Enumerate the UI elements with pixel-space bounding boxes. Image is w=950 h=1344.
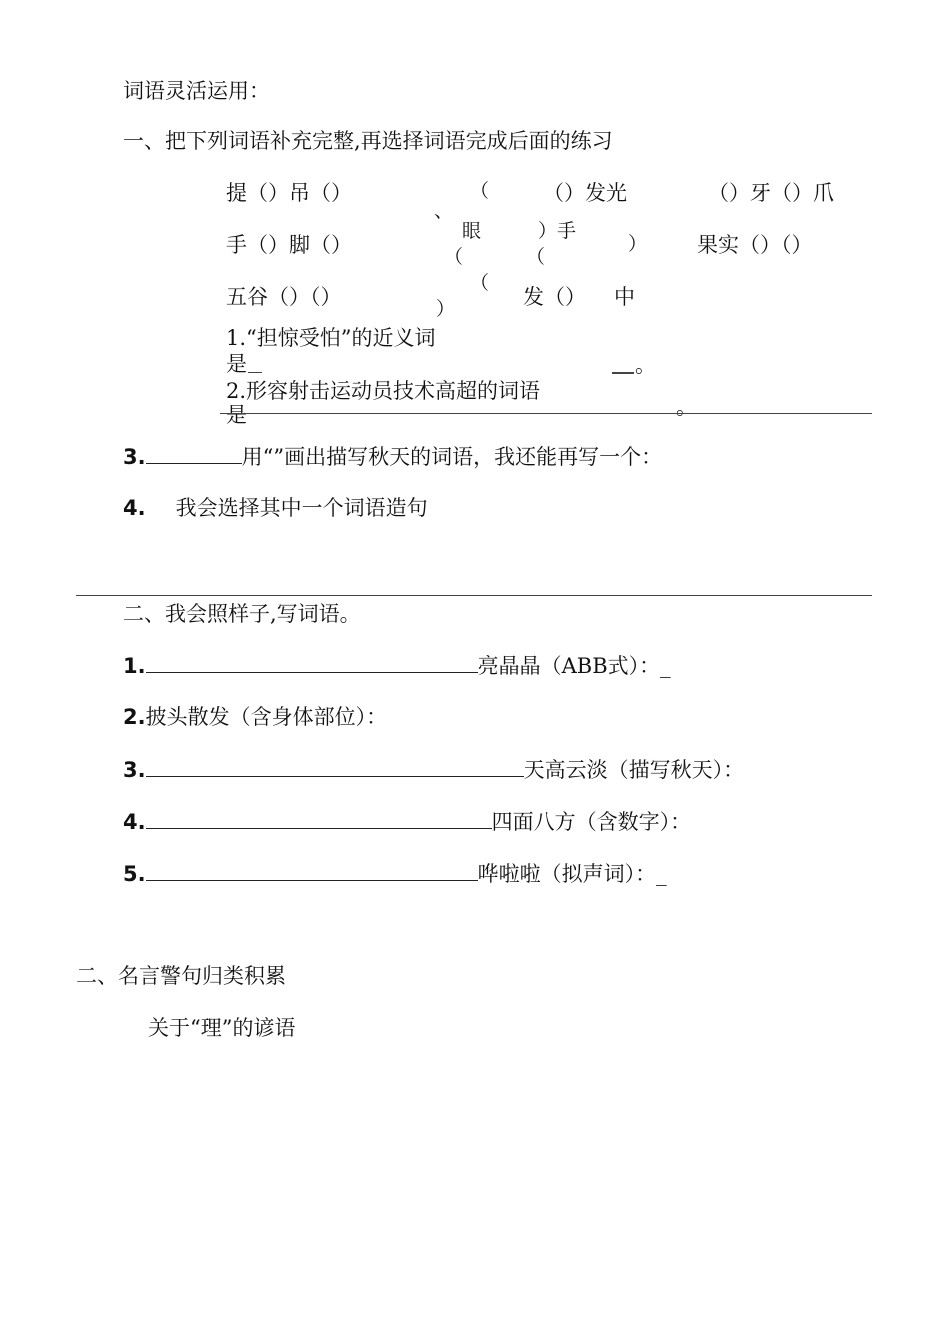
question-2-line-a: 2.形容射击运动员技术高超的词语	[226, 379, 541, 403]
section-3-heading: 二、名言警句归类积累	[76, 964, 286, 988]
item-text: 天高云淡（描写秋天）：	[523, 758, 745, 782]
word-paren-3: （	[526, 246, 546, 268]
pattern-item-2	[123, 704, 387, 730]
word-blank-6: （）牙（）爪	[708, 181, 834, 205]
section-3-subheading: 关于“理”的谚语	[148, 1016, 296, 1040]
item-text: 四面八方（含数字）：	[491, 810, 692, 834]
divider	[76, 595, 872, 596]
question-4-text: 我会选择其中一个词语造句	[175, 496, 428, 520]
word-blank-4: （）发光	[543, 181, 627, 205]
word-eye: 眼	[462, 220, 482, 242]
item-tail: _	[660, 654, 671, 678]
answer-blank[interactable]	[146, 860, 478, 881]
pattern-item-4	[123, 808, 691, 835]
word-blank-3: 五谷（）（）	[226, 285, 342, 309]
section-1-heading: 一、把下列词语补充完整,再选择词语完成后面的练习	[123, 129, 613, 153]
word-paren-4: （	[470, 272, 490, 294]
answer-blank[interactable]	[146, 443, 242, 464]
word-blank-1: 提（）吊（）	[226, 181, 352, 205]
question-3	[123, 443, 662, 470]
item-number: 3.	[123, 758, 146, 782]
divider	[220, 413, 872, 414]
word-close-1: ）	[628, 233, 648, 255]
section-2-heading: 二、我会照样子,写词语。	[123, 602, 361, 626]
item-number: 5.	[123, 862, 146, 886]
question-4	[123, 495, 428, 521]
word-blank-2: 手（）脚（）	[226, 233, 352, 257]
word-hand: ）手	[538, 220, 577, 242]
item-number: 1.	[123, 654, 146, 678]
item-number: 4.	[123, 810, 146, 834]
answer-blank[interactable]	[146, 808, 492, 829]
pattern-item-1	[123, 652, 671, 679]
item-number: 2.	[123, 705, 146, 729]
word-comma: 、	[434, 200, 454, 222]
word-paren-1: （	[470, 180, 490, 202]
item-tail: _	[656, 862, 667, 886]
item-text: 哗啦啦（拟声词）：	[477, 862, 657, 886]
question-3-text: 用“”画出描写秋天的词语，我还能再写一个：	[241, 445, 663, 469]
question-1-end: 。	[635, 353, 656, 377]
question-1-line-b: 是	[226, 352, 247, 376]
question-3-number: 3.	[123, 445, 146, 469]
question-2-line-b: 是	[226, 403, 247, 427]
word-paren-2: （	[444, 246, 464, 268]
question-1-line-a: 1.“担惊受怕”的近义词	[226, 326, 436, 350]
answer-blank[interactable]	[146, 652, 478, 673]
word-zhong: 中	[614, 285, 635, 309]
pattern-item-3	[123, 756, 744, 783]
answer-line	[612, 372, 634, 374]
answer-line	[248, 372, 262, 373]
page-title: 词语灵活运用：	[123, 79, 270, 103]
word-blank-7: 果实（）（）	[697, 233, 813, 257]
word-blank-5: 发（）	[523, 285, 586, 309]
question-4-number: 4.	[123, 496, 146, 520]
word-close-2: ）	[436, 298, 456, 320]
item-text: 披头散发（含身体部位）：	[145, 705, 388, 729]
answer-blank[interactable]	[146, 756, 524, 777]
pattern-item-5	[123, 860, 667, 887]
question-2-end: 。	[676, 395, 697, 419]
item-text: 亮晶晶（ABB式）：	[477, 654, 661, 678]
